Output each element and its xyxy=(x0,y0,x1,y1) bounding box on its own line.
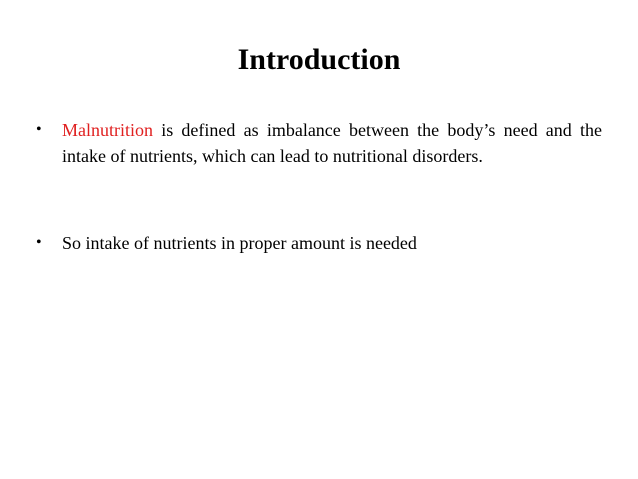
bullet-text xyxy=(62,230,602,256)
bullet-item-intake xyxy=(36,230,602,256)
bullet-text xyxy=(62,117,602,169)
highlighted-term: Malnutrition xyxy=(62,120,153,140)
bullet-item-malnutrition xyxy=(36,117,602,169)
bullet-icon: • xyxy=(36,234,42,251)
slide-title: Introduction xyxy=(237,43,401,76)
bullet-icon: • xyxy=(36,121,42,138)
bullet-body: is defined as imbalance between the body’s need and the intake of nutrients, which can lead to nutritional disorders. xyxy=(62,120,602,166)
bullet-body: So intake of nutrients in proper amount is needed xyxy=(62,233,417,253)
